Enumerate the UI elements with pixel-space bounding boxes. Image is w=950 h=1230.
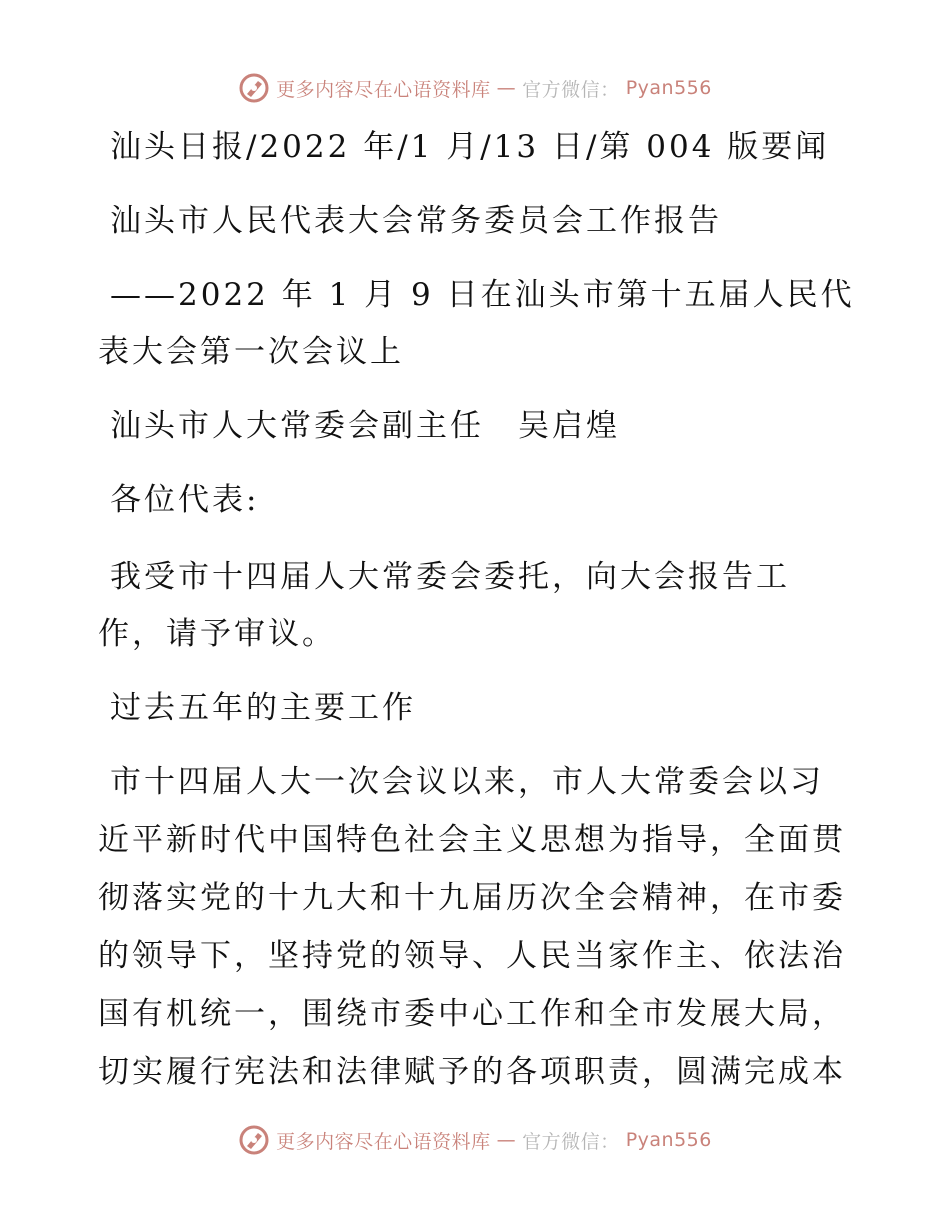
paragraph-1-line-2: 作，请予审议。 (98, 616, 336, 652)
paragraph-2-line: 切实履行宪法和法律赋予的各项职责，圆满完成本 (98, 1054, 846, 1090)
watermark-wechat-id: Pyan556 (625, 77, 712, 99)
subtitle-line-2: 表大会第一次会议上 (98, 334, 404, 370)
author-line: 汕头市人大常委会副主任 吴启煌 (110, 408, 620, 444)
paragraph-2-line: 彻落实党的十九大和十九届历次全会精神，在市委 (98, 880, 846, 916)
paragraph-2-line: 市十四届人大一次会议以来，市人大常委会以习 (110, 764, 824, 800)
document-title: 汕头市人民代表大会常务委员会工作报告 (110, 203, 722, 239)
watermark-official-label: 官方微信： (522, 1130, 620, 1153)
watermark-header (0, 72, 950, 104)
watermark-footer (0, 1124, 950, 1156)
pen-logo-icon (238, 1124, 270, 1156)
pen-logo-icon (238, 72, 270, 104)
paragraph-2-line: 近平新时代中国特色社会主义思想为指导，全面贯 (98, 822, 846, 858)
paragraph-1-line-1: 我受市十四届人大常委会委托，向大会报告工 (110, 559, 790, 595)
subtitle-line-1: ——2022 年 1 月 9 日在汕头市第十五届人民代 (110, 277, 855, 313)
paragraph-2-line: 的领导下，坚持党的领导、人民当家作主、依法治 (98, 938, 846, 974)
source-line: 汕头日报/2022 年/1 月/13 日/第 004 版要闻 (110, 129, 830, 165)
watermark-wechat-id: Pyan556 (625, 1129, 712, 1151)
salutation: 各位代表: (110, 482, 260, 518)
watermark-main-text: 更多内容尽在心语资料库 (276, 78, 491, 101)
section-heading: 过去五年的主要工作 (110, 690, 416, 726)
watermark-separator: — (496, 77, 517, 99)
paragraph-2-line: 国有机统一，围绕市委中心工作和全市发展大局， (98, 996, 846, 1032)
watermark-separator: — (496, 1129, 517, 1151)
watermark-official-label: 官方微信： (522, 78, 620, 101)
watermark-main-text: 更多内容尽在心语资料库 (276, 1130, 491, 1153)
